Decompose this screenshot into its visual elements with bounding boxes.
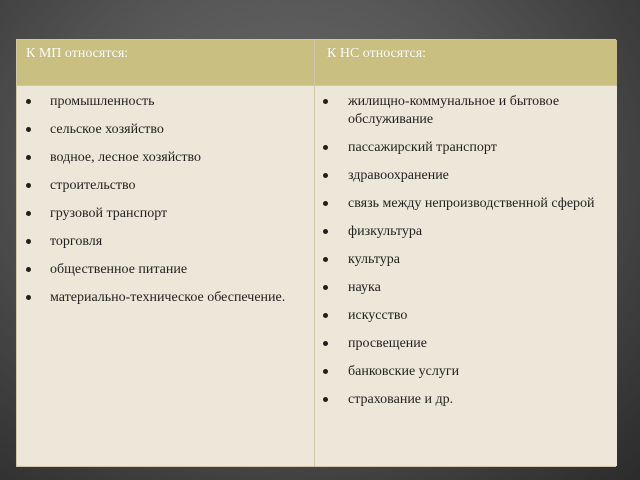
right-column-body: [315, 86, 617, 466]
list-item: грузовой транспорт: [17, 205, 314, 223]
bullet-icon: [26, 211, 31, 216]
list-item: промышленность: [17, 93, 314, 111]
list-item: культура: [315, 251, 617, 269]
bullet-icon: [26, 155, 31, 160]
list-item: страхование и др.: [315, 391, 617, 409]
list-item: наука: [315, 279, 617, 297]
list-item: водное, лесное хозяйство: [17, 149, 314, 167]
left-column-body: [17, 86, 315, 466]
right-column-header: [315, 40, 617, 86]
bullet-icon: [323, 341, 328, 346]
list-item: торговля: [17, 233, 314, 251]
right-list: [315, 86, 617, 409]
bullet-icon: [323, 99, 328, 104]
bullet-icon: [26, 127, 31, 132]
list-item: банковские услуги: [315, 363, 617, 381]
list-item: физкультура: [315, 223, 617, 241]
bullet-icon: [323, 229, 328, 234]
bullet-icon: [323, 145, 328, 150]
list-item: связь между непроизводственной сферой: [315, 195, 617, 213]
list-item: просвещение: [315, 335, 617, 353]
bullet-icon: [323, 369, 328, 374]
bullet-icon: [26, 239, 31, 244]
bullet-icon: [26, 99, 31, 104]
list-item: строительство: [17, 177, 314, 195]
left-list: [17, 86, 314, 307]
bullet-icon: [26, 295, 31, 300]
bullet-icon: [323, 173, 328, 178]
bullet-icon: [323, 397, 328, 402]
bullet-icon: [323, 313, 328, 318]
right-header-text: К НС относятся:: [327, 46, 427, 61]
list-item: сельское хозяйство: [17, 121, 314, 139]
list-item: здравоохранение: [315, 167, 617, 185]
left-header-text: К МП относятся:: [26, 46, 129, 61]
bullet-icon: [323, 285, 328, 290]
bullet-icon: [323, 257, 328, 262]
list-item: жилищно-коммунальное и бытовое обслуживание: [315, 93, 617, 129]
list-item: искусство: [315, 307, 617, 325]
comparison-table: [16, 39, 616, 467]
bullet-icon: [26, 183, 31, 188]
list-item: материально-техническое обеспечение.: [17, 289, 314, 307]
list-item: общественное питание: [17, 261, 314, 279]
bullet-icon: [26, 267, 31, 272]
bullet-icon: [323, 201, 328, 206]
left-column-header: [17, 40, 315, 86]
list-item: пассажирский транспорт: [315, 139, 617, 157]
